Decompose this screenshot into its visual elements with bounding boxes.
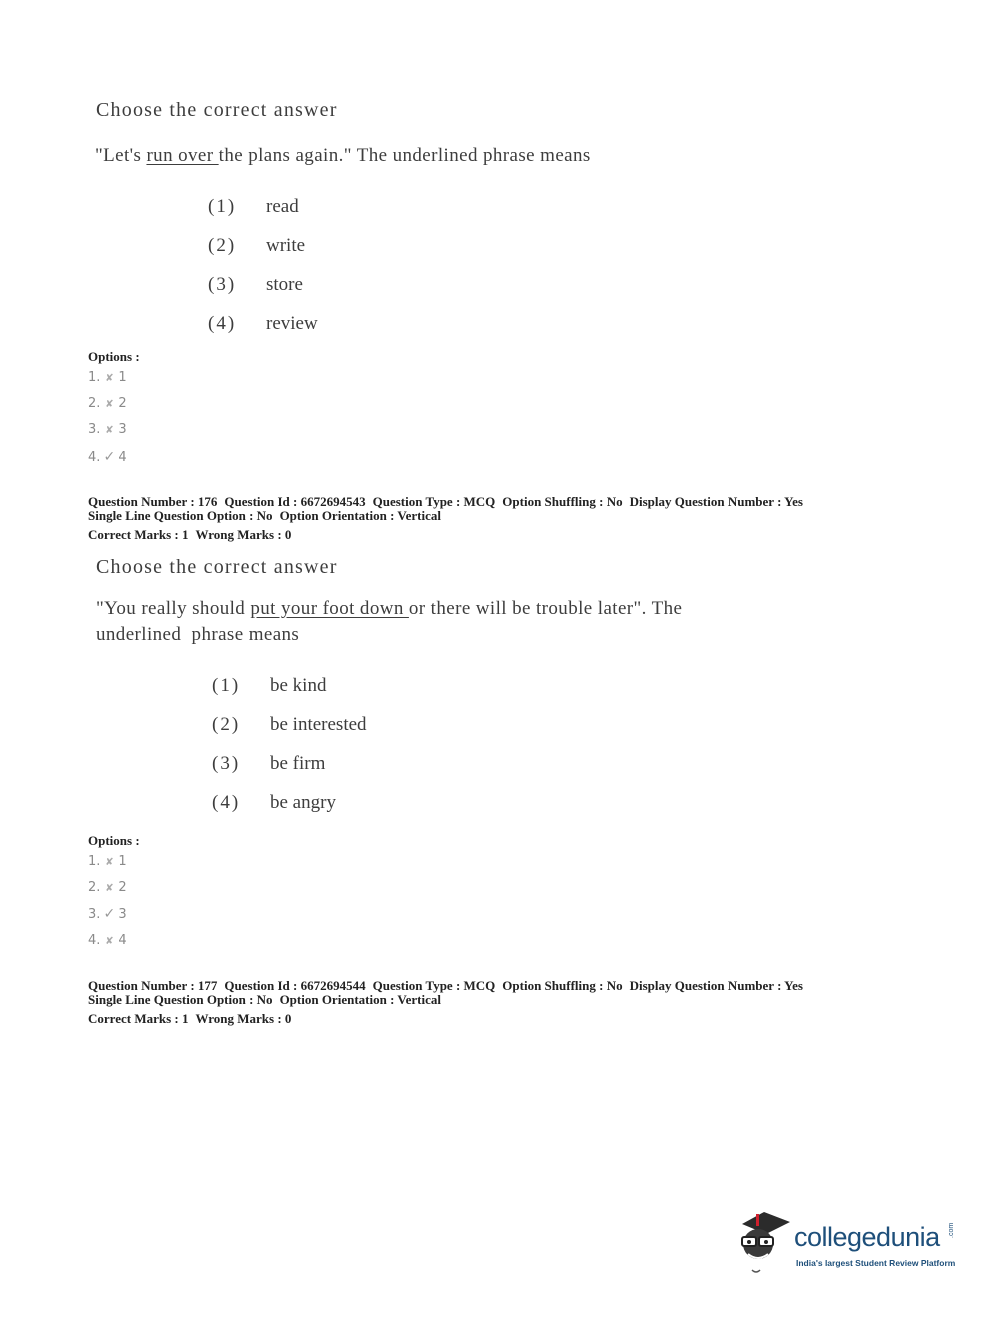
cross-icon: ✘: [105, 399, 114, 410]
option-row: 3. ✘ 3: [88, 422, 127, 437]
cross-icon: ✘: [105, 883, 114, 894]
logo-name: collegedunia: [794, 1222, 940, 1252]
option-row: 3. ✓ 3: [88, 906, 127, 922]
check-icon: ✓: [103, 449, 116, 465]
logo-suffix: .com: [948, 1222, 955, 1238]
options-title: Options :: [88, 833, 140, 848]
question-meta: Question Number : 177 Question Id : 6672694544 Question Type : MCQ Option Shuffling : No Display Question Number : Yes Single Line Question Option : No Option Orientation : Vertical Correct Marks : 1 Wrong Marks : 0: [88, 978, 803, 1026]
options-title: Options :: [88, 349, 140, 364]
mascot-icon: [734, 1208, 794, 1280]
stem-text: the plans again." The underlined phrase means: [218, 145, 591, 166]
choice-item: (4) be angry: [212, 792, 336, 813]
choice-item: (1) read: [208, 196, 299, 217]
choice-item: (4) review: [208, 313, 318, 334]
cross-icon: ✘: [105, 373, 114, 384]
check-icon: ✓: [103, 906, 116, 922]
choice-item: (2) write: [208, 235, 306, 256]
underlined-phrase: put your foot down: [250, 598, 409, 619]
cross-icon: ✘: [105, 857, 114, 868]
underlined-phrase: run over: [146, 145, 219, 166]
cross-icon: ✘: [105, 425, 114, 436]
logo-tagline: India's largest Student Review Platform: [796, 1258, 956, 1268]
collegedunia-logo: [734, 1208, 974, 1284]
choice-item: (3) store: [208, 274, 303, 295]
question-heading: Choose the correct answer: [96, 99, 338, 121]
question-stem: [95, 145, 591, 167]
cross-icon: ✘: [105, 936, 114, 947]
option-row: 2. ✘ 2: [88, 880, 127, 895]
stem-text: "Let's: [95, 145, 147, 166]
question-stem: "You really should put your foot down or there will be trouble later". The underlined phrase means: [96, 598, 683, 645]
question-meta: Question Number : 176 Question Id : 6672694543 Question Type : MCQ Option Shuffling : No Display Question Number : Yes Single Line Question Option : No Option Orientation : Vertical Correct Marks : 1 Wrong Marks : 0: [88, 494, 803, 542]
option-row: 2. ✘ 2: [88, 396, 127, 411]
choice-item: (1) be kind: [212, 675, 327, 696]
question-heading: Choose the correct answer: [96, 556, 338, 578]
option-row: 4. ✓ 4: [88, 449, 127, 465]
option-row: 1. ✘ 1: [88, 370, 127, 385]
choice-item: (2) be interested: [212, 714, 367, 735]
option-row: 4. ✘ 4: [88, 933, 127, 948]
option-row: 1. ✘ 1: [88, 854, 127, 869]
choice-item: (3) be firm: [212, 753, 326, 774]
